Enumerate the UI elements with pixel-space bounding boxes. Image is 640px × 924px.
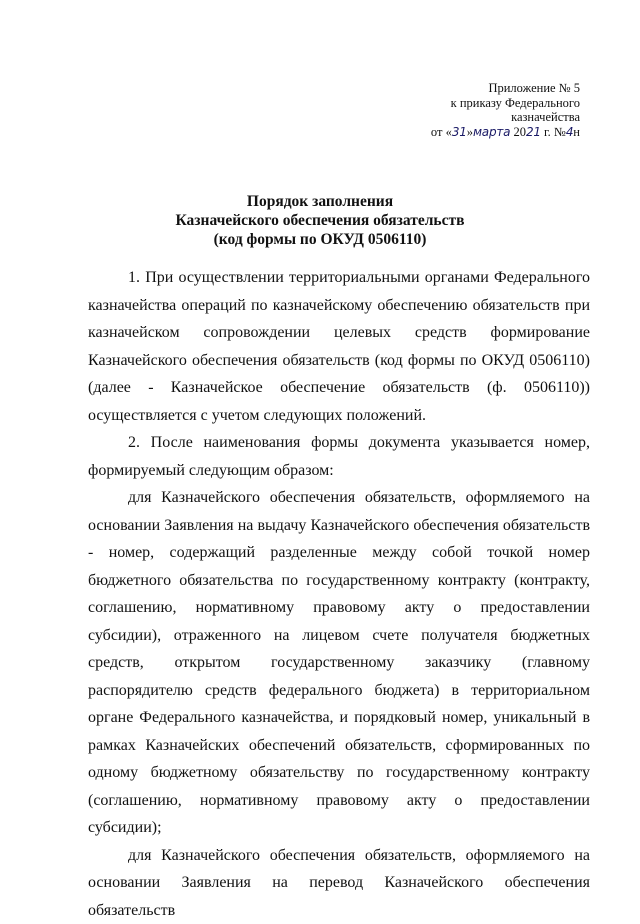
title-line-1: Порядок заполнения [0,192,640,211]
paragraph-2: 2. После наименования формы документа указывается номер, формируемый следующим образом: [88,429,590,484]
order-number: 4 [566,125,573,139]
appendix-header [380,81,580,139]
title-line-3: (код формы по ОКУД 0506110) [0,230,640,249]
number-suffix: н [573,125,580,139]
appendix-date-line [380,125,580,140]
document-body [88,264,590,924]
document-title [0,192,640,249]
paragraph-1: 1. При осуществлении территориальными органами Федерального казначейства операций по казначейскому обеспечению обязательств при казначейском сопровождении целевых средств формирование Казначейского обеспечения обязательств (код формы по ОКУД 0506110) (далее - Казначейское обеспечение обязательств (ф. 0506110)) осуществляется с учетом следующих положений. [88,264,590,429]
paragraph-4: для Казначейского обеспечения обязательств, оформляемого на основании Заявления на перевод Казначейского обеспечения обязательств [88,842,590,924]
date-prefix: от « [431,125,452,139]
number-label: г. № [541,125,566,139]
paragraph-3: для Казначейского обеспечения обязательств, оформляемого на основании Заявления на выдачу Казначейского обеспечения обязательств - номер, содержащий разделенные между собой точкой номер бюджетного обязательства по государственному контракту (контракту, соглашению, нормативному правовому акту о предоставлении субсидии), отраженного на лицевом счете получателя бюджетных средств, открытом государственному заказчику (главному распорядителю средств федерального бюджета) в территориальном органе Федерального казначейства, и порядковый номер, уникальный в рамках Казначейских обеспечений обязательств, сформированных по одному бюджетному обязательству по государственному контракту (соглашению, нормативному правовому акту о предоставлении субсидии); [88,484,590,842]
date-year-prefix: 20 [510,125,526,139]
date-sep: » [467,125,473,139]
date-day: 31 [452,125,467,139]
title-line-2: Казначейского обеспечения обязательств [0,211,640,230]
appendix-title: Приложение № 5 [380,81,580,96]
date-month: марта [473,125,510,139]
appendix-agency: казначейства [380,110,580,125]
appendix-order-ref: к приказу Федерального [380,96,580,111]
date-year-suffix: 21 [526,125,541,139]
